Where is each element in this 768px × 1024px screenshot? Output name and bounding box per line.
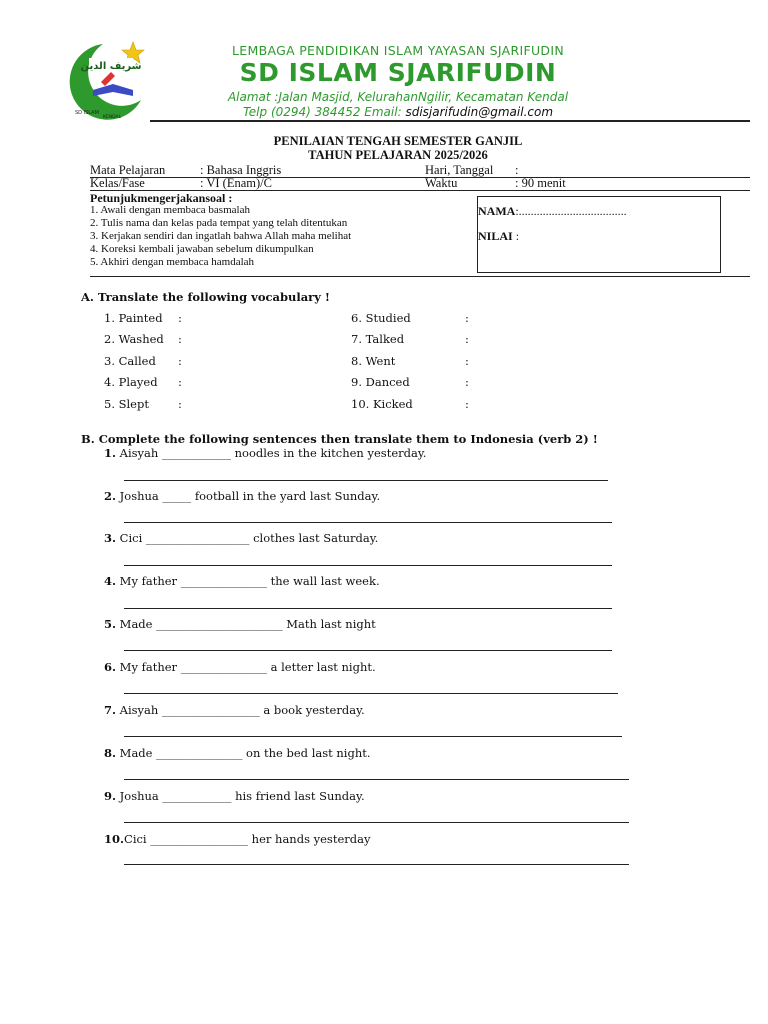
question-item [104,489,380,503]
info-divider [90,177,750,178]
question-text: Cici _________________ her hands yesterday [124,832,371,846]
question-item [104,660,376,674]
svg-text:شريف الدين: شريف الدين [80,61,142,72]
vocab-colon: : [465,354,469,368]
subject-value: : Bahasa Inggris [200,163,282,177]
vocab-colon: : [465,397,469,411]
question-number: 6. [104,660,117,674]
name-row[interactable] [478,202,627,220]
exam-title: PENILAIAN TENGAH SEMESTER GANJIL [273,134,523,148]
svg-text:KENDAL: KENDAL [103,115,122,120]
question-number: 8. [104,746,117,760]
school-contact [0,105,768,119]
class-value: : VI (Enam)/C [200,176,272,190]
vocab-colon: : [178,397,182,411]
class-label: Kelas/Fase [90,176,145,190]
vocab-item: 7. Talked [351,332,405,346]
vocab-colon: : [178,354,182,368]
vocab-colon: : [178,375,182,389]
score-field: : [512,229,520,243]
question-text: Aisyah _________________ a book yesterday. [116,703,365,717]
vocab-item: 4. Played [104,375,158,389]
question-number: 4. [104,574,117,588]
instruction-item: 1. Awali dengan membaca basmalah [90,204,250,216]
question-text: Aisyah ____________ noodles in the kitchen yesterday. [116,446,427,460]
question-text: My father _______________ a letter last night. [116,660,376,674]
question-item [104,789,365,803]
question-number: 5. [104,617,117,631]
question-number: 9. [104,789,117,803]
telp-text: Telp (0294) 384452 Email: [242,105,406,119]
vocab-colon: : [178,311,182,325]
time-value: : 90 menit [515,176,566,190]
section-a-title: A. Translate the following vocabulary ! [81,290,330,304]
school-address: Alamat :Jalan Masjid, KelurahanNgilir, Kecamatan Kendal [227,90,569,104]
vocab-colon: : [178,332,182,346]
email-link[interactable]: sdisjarifudin@gmail.com [405,105,554,119]
answer-line[interactable] [124,864,629,865]
section-b-title: B. Complete the following sentences then translate them to Indonesia (verb 2) ! [81,432,598,446]
question-item [104,746,371,760]
svg-text:SD ISLAM: SD ISLAM [75,110,99,116]
instructions-divider [90,276,750,277]
question-item [104,832,370,846]
question-text: Made _______________ on the bed last night. [116,746,371,760]
question-text: Cici __________________ clothes last Saturday. [116,531,379,545]
vocab-item: 10. Kicked [351,397,413,411]
answer-line[interactable] [124,480,608,481]
answer-line[interactable] [124,608,612,609]
header-divider [150,120,750,122]
instruction-item: 5. Akhiri dengan membaca hamdalah [90,256,255,268]
question-number: 2. [104,489,117,503]
vocab-colon: : [465,375,469,389]
vocab-colon: : [465,311,469,325]
instruction-item: 4. Koreksi kembali jawaban sebelum dikumpulkan [90,243,314,255]
institution-name: LEMBAGA PENDIDIKAN ISLAM YAYASAN SJARIFUDIN [232,43,564,58]
question-item [104,574,380,588]
exam-year: TAHUN PELAJARAN 2025/2026 [308,148,488,162]
answer-line[interactable] [124,522,612,523]
answer-line[interactable] [124,736,622,737]
answer-line[interactable] [124,822,629,823]
time-label: Waktu [425,176,458,190]
answer-line[interactable] [124,650,612,651]
question-number: 1. [104,446,117,460]
vocab-item: 3. Called [104,354,156,368]
name-field[interactable]: :.................................... [515,204,627,218]
score-label: NILAI [478,229,513,243]
question-text: Made ______________________ Math last night [116,617,376,631]
vocab-item: 8. Went [351,354,396,368]
vocab-colon: : [465,332,469,346]
question-number: 3. [104,531,117,545]
question-text: Joshua ____________ his friend last Sunday. [116,789,365,803]
vocab-item: 1. Painted [104,311,163,325]
question-text: Joshua _____ football in the yard last Sunday. [116,489,381,503]
answer-line[interactable] [124,779,629,780]
score-row [478,227,519,245]
question-number: 10. [104,832,125,846]
question-item [104,531,378,545]
question-text: My father _______________ the wall last week. [116,574,380,588]
instruction-item: 3. Kerjakan sendiri dan ingatlah bahwa Allah maha melihat [90,230,352,242]
date-value: : [515,163,519,177]
question-item [104,617,376,631]
answer-line[interactable] [124,565,612,566]
question-item [104,703,365,717]
school-name: SD ISLAM SJARIFUDIN [239,58,557,87]
vocab-item: 5. Slept [104,397,149,411]
vocab-item: 2. Washed [104,332,164,346]
date-label: Hari, Tanggal [425,163,494,177]
name-label: NAMA [478,204,516,218]
answer-line[interactable] [124,693,618,694]
name-score-box [477,196,721,273]
instructions-title: Petunjukmengerjakansoal : [90,191,233,205]
instruction-item: 2. Tulis nama dan kelas pada tempat yang telah ditentukan [90,217,348,229]
question-item [104,446,426,460]
vocab-item: 9. Danced [351,375,410,389]
question-number: 7. [104,703,117,717]
vocab-item: 6. Studied [351,311,411,325]
subject-label: Mata Pelajaran [90,163,166,177]
